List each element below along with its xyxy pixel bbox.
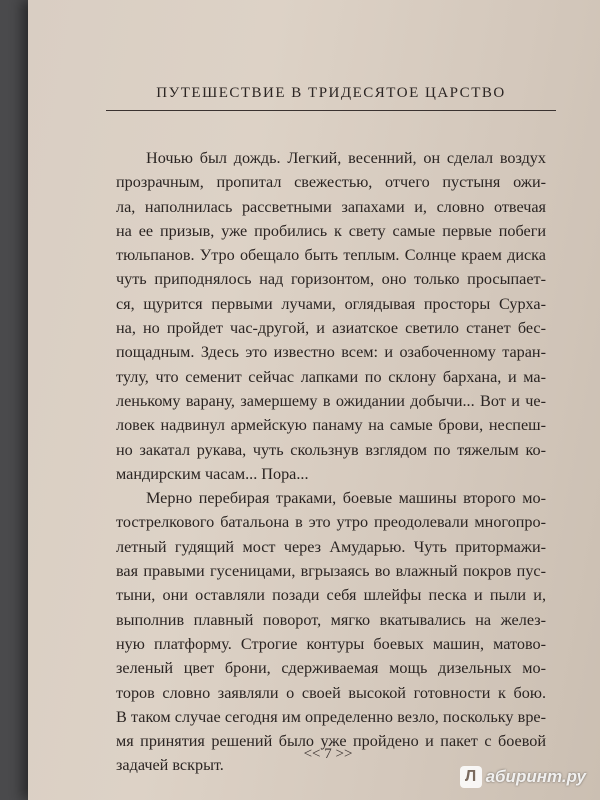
text-line: выполнив плавный поворот, мягко вкатывались на желез- bbox=[116, 610, 546, 629]
text-line: чуть приподнялось над горизонтом, оно только просыпает- bbox=[116, 270, 546, 289]
text-line: ленькому варану, замершему в ожидании добычи... Вот и че- bbox=[116, 391, 546, 410]
text-line: тулу, что семенит сейчас лапками по склону бархана, и ма- bbox=[116, 367, 546, 386]
text-line: зеленый цвет брони, сдерживаемая мощь дизельных мо- bbox=[116, 659, 546, 678]
text-line: задачей вскрыт. bbox=[116, 756, 224, 775]
book-page bbox=[28, 0, 600, 800]
text-line: на ее призыв, уже пробились к свету самые первые побеги bbox=[116, 221, 546, 240]
text-line: В таком случае сегодня им определенно везло, поскольку вре- bbox=[116, 707, 546, 726]
text-line: ла, наполнилась рассветными запахами и, словно отвечая bbox=[116, 197, 546, 216]
labirint-logo-icon: Л bbox=[460, 766, 482, 788]
text-line: мандирским часам... Пора... bbox=[116, 464, 309, 483]
page-number: << 7 >> bbox=[303, 746, 353, 762]
text-line: вая правыми гусеницами, вгрызаясь во влажный покров пус- bbox=[116, 562, 546, 581]
text-line: на, но пройдет час-другой, и азиатское светило станет бес- bbox=[116, 319, 546, 338]
text-line: ную платформу. Строгие контуры боевых машин, матово- bbox=[116, 634, 546, 653]
text-line: ся, щурится первыми лучами, оглядывая просторы Сурха- bbox=[116, 294, 546, 313]
running-header: ПУТЕШЕСТВИЕ В ТРИДЕСЯТОЕ ЦАРСТВО bbox=[156, 85, 506, 101]
text-line: ловек надвинул армейскую панаму на самые брови, неспеш- bbox=[116, 416, 546, 435]
text-line: торов словно заявляли о своей высокой готовности к бою. bbox=[116, 683, 546, 702]
text-line: Ночью был дождь. Легкий, весенний, он сделал воздух bbox=[146, 149, 546, 167]
text-line: прозрачным, пропитал свежестью, отчего пустыня ожи- bbox=[116, 173, 546, 192]
text-line: Мерно перебирая траками, боевые машины второго мо- bbox=[146, 489, 546, 508]
text-line: тюльпанов. Утро обещало быть теплым. Солнце краем диска bbox=[116, 246, 546, 265]
watermark bbox=[460, 766, 586, 788]
text-line: тыни, они оставляли позади себя шлейфы песка и пыли и, bbox=[116, 586, 546, 605]
text-line: пощадным. Здесь это известно всем: и озабоченному таран- bbox=[116, 343, 546, 362]
text-line: летный гудящий мост через Амударью. Чуть притормажи- bbox=[116, 537, 546, 556]
watermark-text: абиринт.ру bbox=[485, 767, 586, 786]
header-rule bbox=[106, 110, 556, 111]
body-text bbox=[116, 146, 546, 778]
text-line: мя принятия решений было уже пройдено и пакет с боевой bbox=[116, 732, 546, 751]
text-line: но закатал рукава, чуть скользнув взглядом по тяжелым ко- bbox=[116, 440, 546, 459]
text-line: тострелкового батальона в это утро преодолевали многопро- bbox=[116, 513, 546, 532]
